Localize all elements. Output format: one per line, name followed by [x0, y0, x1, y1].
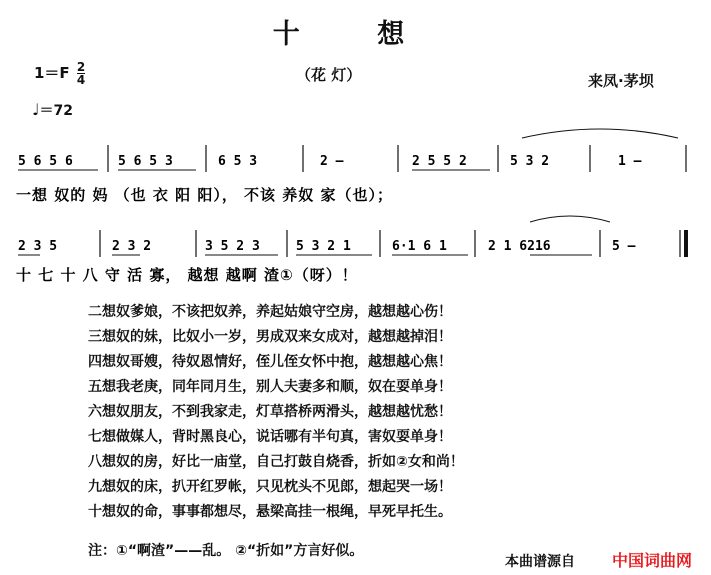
final-barline-thick [684, 230, 688, 257]
measure-12: 6·1 6 1 [392, 239, 447, 254]
song-title: 十 想 [272, 19, 439, 50]
verse-3: 三想奴的妹，比奴小一岁，男成双来女成对，越想越掉泪！ [88, 329, 452, 345]
slur [530, 216, 610, 222]
verse-6: 六想奴朋友，不到我家走，灯草搭桥两滑头，越想越忧愁！ [88, 404, 452, 420]
quarter-note-icon: ♩ [32, 100, 40, 119]
verses-block [88, 300, 464, 525]
measure-8: 2 3 5 [18, 239, 58, 254]
measure-3: 6 5 3 [218, 154, 258, 169]
measure-13: 2 1 6216 [488, 239, 551, 254]
source-label: 来凤·茅坝 [588, 72, 654, 90]
measure-10: 3 5 2 3 [205, 239, 260, 254]
tempo-label: ＝72 [39, 103, 74, 119]
score-line-1 [16, 129, 686, 205]
measure-7: 1 — [618, 154, 642, 169]
measure-2: 5 6 5 3 [118, 154, 173, 169]
verse-9: 九想奴的床，扒开红罗帐，只见枕头不见郎，想起哭一场！ [88, 479, 452, 495]
measure-11: 5 3 2 1 [296, 239, 351, 254]
time-numerator: 2 [76, 60, 86, 74]
measure-1: 5 6 5 6 [18, 154, 73, 169]
measure-9: 2 3 2 [112, 239, 152, 254]
lyrics-line-2: 十 七 十 八 守 活 寡， 越想 越啊 渣①（呀）！ [16, 266, 358, 284]
verse-7: 七想做媒人，背时黑良心，说话哪有半句真，害奴耍单身！ [88, 429, 452, 445]
verse-4: 四想奴哥嫂，待奴恩情好，侄儿侄女怀中抱，越想越心焦！ [88, 354, 452, 370]
measure-4: 2 — [320, 154, 344, 169]
lyrics-line-1: 一想 奴的 妈 （也 衣 阳 阳）， 不该 养奴 家（也）； [16, 186, 394, 204]
credit-text: 本曲谱源自 [505, 554, 575, 570]
verse-5: 五想我老庚，同年同月生，别人夫妻多和顺，奴在耍单身！ [88, 379, 452, 395]
score-line-2 [16, 216, 688, 285]
measure-6: 5 3 2 [510, 154, 550, 169]
verse-10: 十想奴的命，事事都想尽，悬梁高挂一根绳，早死早托生。 [88, 504, 452, 520]
key-label: 1＝F [34, 64, 70, 82]
footnote: 注：①“啊渣”——乱。 ②“折如”方言好似。 [88, 543, 364, 559]
time-denominator: 4 [76, 73, 86, 87]
site-watermark[interactable]: 中国词曲网 [612, 551, 693, 570]
verse-8: 八想奴的房，好比一庙堂，自己打鼓自烧香，折如②女和尚！ [88, 454, 464, 470]
genre-label: （花 灯） [296, 66, 362, 84]
slur [522, 129, 678, 138]
measure-5: 2 5 5 2 [412, 154, 467, 169]
verse-2: 二想奴爹娘，不该把奴养，养起姑娘守空房，越想越心伤！ [88, 304, 452, 320]
measure-14: 5 — [612, 239, 636, 254]
